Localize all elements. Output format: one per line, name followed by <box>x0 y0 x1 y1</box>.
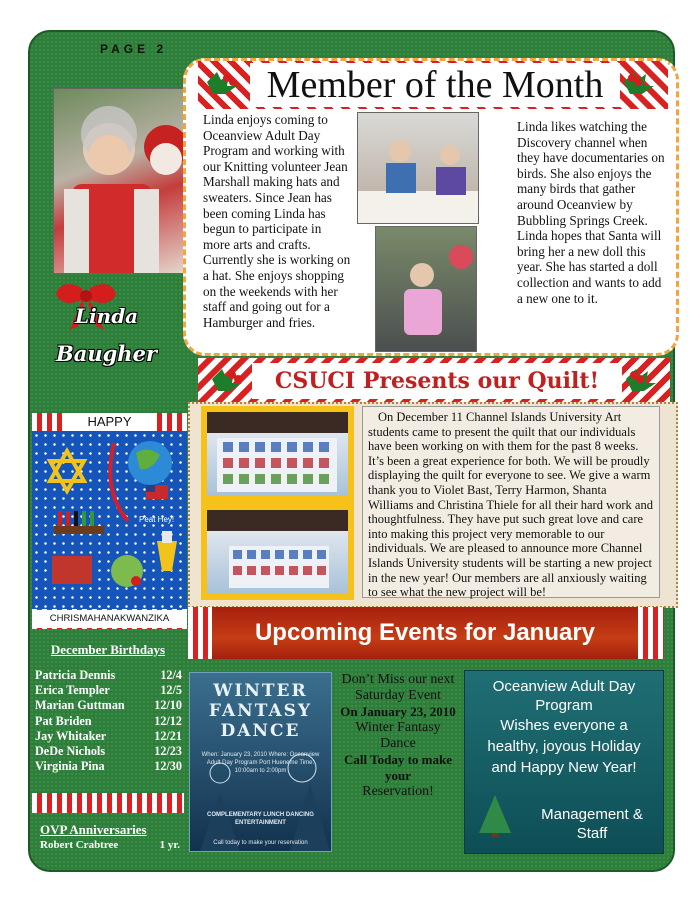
birthday-row <box>32 668 184 683</box>
birthday-row <box>32 744 184 759</box>
page-label: PAGE 2 <box>100 42 168 56</box>
wishes-org: Oceanview Adult Day Program <box>492 678 636 714</box>
birthday-name: Virginia Pina <box>35 759 105 774</box>
birthday-name: Pat Briden <box>35 713 92 728</box>
dont-miss-line1: Don’t Miss our next <box>341 672 455 687</box>
quilt-photo-1 <box>207 412 348 496</box>
holly-icon <box>622 361 666 401</box>
wishes-message: Wishes everyone a healthy, joyous Holiday and Happy New Year! <box>487 717 641 776</box>
dont-miss-box <box>336 672 460 850</box>
event-date: On January 23, 2010 <box>340 704 456 719</box>
quilt-grid <box>207 510 348 594</box>
birthday-date: 12/12 <box>154 713 182 728</box>
anniversary-stripe <box>32 793 184 813</box>
holiday-wishes-box <box>464 670 664 854</box>
birthdays-list <box>32 668 184 774</box>
anniversaries-section <box>40 822 180 852</box>
birthday-row <box>32 759 184 774</box>
flyer-details: When: January 23, 2010 Where: Oceanview Adult Day Program Port Hueneme Time: 10:00am to 2:00pm <box>201 752 320 774</box>
peace-text: Peat Hey! <box>139 515 175 524</box>
knitting-photo <box>357 112 479 224</box>
quilt-article: On December 11 Channel Islands University Art students came to present the quilt that our individuals have been working on with them for the past 8 weeks. It’s been a great experience for both. We will be proudly displaying the quilt for everyone to see. We give a warm thank you to Violet Bast, Terry Harmon, Shanta Williams and Christina Thiele for all their hard work and thoughtfulness. They have put such great love and care into making this project very memorable to our individuals. We are pleased to announce more Channel Islands University students will be starting a new project in the new year! Our members are all anxiously waiting to see what the new project will be! <box>362 406 660 598</box>
event-name: Winter Fantasy Dance <box>355 720 441 751</box>
holly-icon <box>208 361 252 401</box>
happy-label: HAPPY <box>62 413 157 431</box>
knitting-illustration <box>358 113 478 223</box>
member-of-month-title: Member of the Month <box>250 63 620 107</box>
quilt-title: CSUCI Presents our Quilt! <box>252 363 622 399</box>
anniversary-row <box>40 838 180 852</box>
call-line: Call Today to make your <box>344 752 452 783</box>
birthdays-section <box>32 642 184 774</box>
flyer-call: Call today to make your reservation <box>213 840 308 846</box>
events-title: Upcoming Events for January <box>212 607 638 659</box>
linda-photo <box>53 88 195 274</box>
birthday-row <box>32 698 184 713</box>
birthday-name: Erica Templer <box>35 683 110 698</box>
birthday-row <box>32 729 184 744</box>
anniversary-years: 1 yr. <box>159 839 180 851</box>
holiday-graphic <box>32 431 187 609</box>
birthday-date: 12/10 <box>154 698 182 713</box>
chrismahanakwanzika-label: CHRISMAHANAKWANZIKA <box>32 610 187 628</box>
dont-miss-line2: Saturday Event <box>355 688 441 703</box>
member-first-name: Linda <box>75 304 139 328</box>
portrait-illustration <box>54 89 194 273</box>
member-story-col2: Linda likes watching the Discovery channel when they have documentaries on birds. She also enjoys the many birds that gather around Oceanview by Bubbling Springs Creek. Linda hopes that Santa will bring her a new doll this year. She has started a doll collection and wants to add a new one to it. <box>517 119 665 306</box>
sitting-illustration <box>376 227 476 351</box>
birthday-date: 12/21 <box>154 728 182 743</box>
wishes-signature: Management & Staff <box>541 806 643 842</box>
birthday-name: DeDe Nichols <box>35 744 106 759</box>
anniversary-name: Robert Crabtree <box>40 839 119 851</box>
birthday-date: 12/23 <box>154 744 182 759</box>
quilt-photo-2 <box>207 510 348 594</box>
reservation-line: Reservation! <box>362 784 434 799</box>
quilt-grid <box>207 412 348 496</box>
birthday-row <box>32 683 184 698</box>
birthday-name: Jay Whitaker <box>35 728 107 743</box>
anniversaries-title: OVP Anniversaries <box>40 822 147 837</box>
member-last-name: Baugher <box>56 341 158 366</box>
quilt-photos <box>201 406 354 600</box>
linda-sitting-photo <box>375 226 477 352</box>
flyer-title: WINTER FANTASY DANCE <box>208 681 313 741</box>
member-story-col1: Linda enjoys coming to Oceanview Adult Day Program and working with our Knitting volunteer Jean Marshall making hats and sweaters. Since Jean has been coming Linda has begun to participate in more arts and crafts. Currently she is working on a hat. She enjoys shopping on the weekends with her staff and going out for a Hamburger and fries. <box>203 112 351 330</box>
birthdays-title: December Birthdays <box>50 642 166 657</box>
holly-icon <box>620 64 664 104</box>
birthday-date: 12/30 <box>154 759 182 774</box>
anniversaries-list <box>40 838 180 852</box>
winter-dance-flyer <box>189 672 332 852</box>
birthday-name: Patricia Dennis <box>35 668 116 682</box>
birthday-name: Marian Guttman <box>35 698 125 713</box>
birthday-row <box>32 714 184 729</box>
birthday-date: 12/4 <box>160 668 182 682</box>
birthday-date: 12/5 <box>160 683 182 698</box>
christmas-tree-icon <box>475 793 515 837</box>
holly-icon <box>203 64 247 104</box>
flyer-footer: COMPLEMENTARY LUNCH DANCING ENTERTAINMENT <box>207 812 314 826</box>
